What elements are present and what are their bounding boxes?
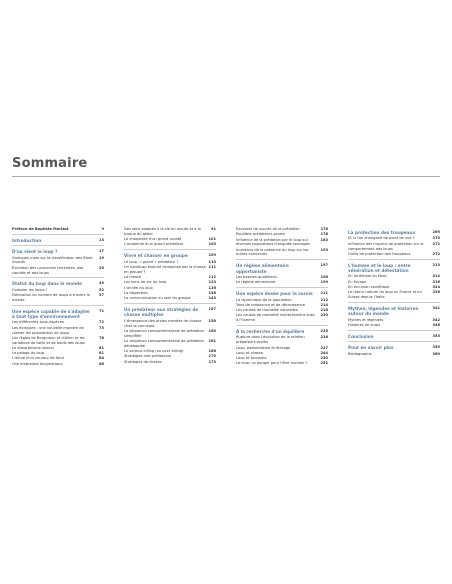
entry-title: La dynamique de la population (236, 297, 292, 302)
page-number: 220 (320, 313, 328, 318)
page-number: 91 (210, 227, 216, 231)
page-number: 314 (432, 274, 440, 279)
page-number: 252 (320, 361, 328, 366)
toc-entry (124, 242, 216, 247)
toc-section-heading (348, 263, 440, 274)
toc-section-heading (12, 309, 104, 320)
page-number: 324 (432, 285, 440, 289)
entry-title: Le régime alimentaire (236, 280, 276, 285)
entry-title: Influence de la prédation par le loup sur diverses populations d'ongulés sauvages (236, 237, 310, 247)
entry-title: L'année du loup (124, 285, 153, 290)
page-number: 81 (98, 351, 104, 356)
page-number: 158 (208, 318, 216, 323)
entry-title: Les causes de mortalité naturelles (236, 308, 298, 313)
toc-entry (124, 237, 216, 242)
entry-title: Stratégies de chasse (124, 359, 162, 364)
toc-entry (12, 227, 104, 232)
page-number: 73 (98, 325, 104, 330)
toc-section-heading (348, 306, 440, 317)
entry-title: Le loup, « grand » prédateur ? (124, 259, 179, 264)
entry-title: Influence des moyens de protection sur le comportement des loups (348, 241, 424, 251)
entry-title: En Amérique du Nord (348, 274, 387, 279)
toc-column-1 (12, 227, 104, 367)
page-number: 160 (208, 328, 216, 333)
entry-title: La dispersion (124, 290, 148, 295)
entry-title: Le retour naturel du loup en France et en Suisse depuis l'Italie (348, 290, 422, 300)
page-number: 197 (320, 263, 328, 268)
page-number: 326 (432, 290, 440, 295)
toc-entry (124, 275, 216, 280)
toc-entry (348, 323, 440, 328)
entry-title: Un handicap évolutif compensé par la chasse en groupe ? (124, 264, 206, 274)
entry-title: Histoires de loups (348, 323, 381, 327)
toc-section-heading (236, 329, 328, 334)
section-title: D'où vient le loup ? (12, 249, 58, 255)
page-number: 342 (432, 317, 440, 322)
toc-entry (348, 252, 440, 257)
page-number: 359 (432, 345, 440, 350)
entry-title: Les causes de mortalité indirectement dues à l'homme (236, 313, 315, 323)
section-divider (348, 259, 440, 260)
section-title: Une espèce dosée pour la survie (236, 291, 313, 297)
page-number: 227 (320, 345, 328, 350)
page-number: 71 (98, 308, 104, 313)
toc-entry (236, 361, 328, 366)
page-number: 199 (320, 280, 328, 285)
entry-title: La séquence comportementale de prédation développée (124, 338, 204, 348)
page-number: 183 (320, 237, 328, 242)
toc-section-heading (124, 253, 216, 258)
section-title: Une espèce capable de s'adapter à tout type d'environnement (12, 308, 91, 319)
entry-title: Une empreinte énigmatique (12, 361, 63, 366)
section-title: À la recherche d'un équilibre (236, 329, 305, 335)
toc-column-2 (124, 227, 216, 367)
toc-entry (348, 318, 440, 323)
toc-entry (124, 227, 216, 237)
toc-entry (124, 329, 216, 339)
page-number: 103 (208, 242, 216, 247)
page-number: 193 (320, 247, 328, 252)
section-title: Vivre et chasser en groupe (124, 253, 188, 259)
entry-title: L'anatomie d'un grand prédateur (124, 242, 184, 247)
page-number: 313 (432, 262, 440, 267)
toc-entry (348, 285, 440, 290)
title-rule (12, 176, 440, 177)
section-divider (12, 305, 104, 306)
section-divider (124, 303, 216, 304)
section-divider (348, 330, 440, 331)
entry-title: La séquence comportementale de prédation simplifiée (124, 328, 204, 338)
toc-columns (12, 227, 440, 367)
page-number: 225 (320, 329, 328, 334)
section-divider (12, 234, 104, 235)
toc-entry (236, 313, 328, 323)
page-number: 126 (208, 285, 216, 290)
title-area (12, 156, 87, 171)
entry-title: Excesses de succès de la prédation (236, 227, 300, 231)
toc-section-heading (12, 238, 104, 243)
toc-entry (348, 236, 440, 241)
toc-entry (124, 339, 216, 349)
entry-title: Équilibre prédateurs-proies (236, 232, 285, 237)
entry-title: Le dimorphisme sexuel (12, 345, 54, 350)
toc-section-heading (12, 249, 104, 254)
section-divider (12, 277, 104, 278)
toc-column-3 (236, 227, 328, 367)
toc-entry (236, 248, 328, 258)
entry-title: Quelques mots sur la classification des êtres vivants (12, 255, 93, 265)
page-title: Sommaire (12, 156, 88, 171)
toc-entry (12, 320, 104, 325)
page-number: 57 (98, 293, 104, 297)
page-number: 341 (432, 305, 440, 310)
entry-title: Préface de Baptiste Morizot (12, 227, 69, 231)
section-title: Pour en savoir plus (348, 345, 394, 351)
toc-section-heading (124, 307, 216, 318)
page-number: 49 (98, 281, 104, 286)
page-number: 272 (432, 241, 440, 246)
entry-title: La communication au sein du groupe (124, 296, 191, 301)
page-number: 78 (98, 335, 104, 340)
page-number: 110 (208, 259, 216, 264)
section-title: Mythes, légendes et histoires autour du monde (348, 305, 419, 317)
page-number: 86 (98, 361, 104, 366)
toc-entry (124, 286, 216, 291)
toc-entry (236, 232, 328, 237)
toc-entry (12, 326, 104, 336)
entry-title: Évolution des carnivores terrestres, des canidés et des loups (12, 265, 84, 275)
entry-title: Des sens adaptés à la vie en meute et à la traque du gibier (124, 227, 201, 236)
entry-title: L'émergence des proies menées de chasse chez le carnivore (124, 318, 202, 328)
page-number: 84 (98, 356, 104, 361)
page-number: 226 (320, 335, 328, 340)
entry-title: Loup et tourisme (236, 356, 267, 361)
page-number: 166 (208, 349, 216, 354)
page-number: 170 (208, 354, 216, 359)
entry-title: Taux de croissance et de décroissance (236, 302, 305, 307)
page-number: 216 (320, 308, 328, 313)
toc-entry (12, 266, 104, 276)
toc-entry (12, 351, 104, 356)
page-number: 109 (208, 253, 216, 258)
page-number: 212 (320, 297, 328, 302)
entry-title: En ex-Union soviétique (348, 285, 390, 289)
toc-section-heading (236, 291, 328, 296)
page-number: 111 (208, 264, 216, 269)
toc-entry (124, 360, 216, 365)
toc-entry (124, 319, 216, 329)
toc-entry (236, 356, 328, 361)
section-title: Un prédateur aux stratégies de chasse multiples (124, 306, 199, 318)
page-number: 13 (98, 237, 104, 242)
page-number: 272 (432, 251, 440, 256)
entry-title: Mythes et légendes (348, 317, 384, 322)
section-divider (236, 259, 328, 260)
section-title: Un régime alimentaire opportuniste (236, 263, 289, 274)
toc-entry (124, 349, 216, 354)
entry-title: Compter les loups ! (12, 287, 48, 292)
entry-title: Les règles de Bergmann et d'Allen et les variations de taille et de poids des loups (12, 335, 85, 345)
toc-column-4 (348, 227, 440, 367)
page-number: 360 (432, 351, 440, 356)
page-number: 250 (320, 356, 328, 361)
entry-title: La charpente d'un grand canidé (124, 237, 182, 242)
page-number: 161 (208, 338, 216, 343)
toc-entry (124, 354, 216, 359)
toc-entry (348, 242, 440, 252)
page-number: 173 (208, 359, 216, 364)
entry-title: Le pelage du loup (12, 351, 45, 356)
entry-title: L'allure d'un coureur de fond (12, 356, 64, 361)
page-number: 178 (320, 232, 328, 237)
toc-entry (124, 265, 216, 275)
section-title: Conclusion (348, 333, 374, 339)
page-number: 214 (320, 302, 328, 307)
toc-entry (12, 256, 104, 266)
page-number: 269 (432, 230, 440, 234)
page-number: 211 (320, 291, 328, 296)
page-number: 123 (208, 280, 216, 285)
section-divider (236, 287, 328, 288)
page-number: 316 (432, 279, 440, 284)
toc-entry (236, 351, 328, 356)
section-title: Statut du loup dans le monde (12, 281, 83, 287)
page-number: 178 (320, 227, 328, 231)
toc-entry (12, 356, 104, 361)
toc-section-heading (348, 230, 440, 235)
entry-title: Les différentes sous-espèces (12, 320, 64, 325)
toc-entry (12, 362, 104, 367)
section-divider (348, 302, 440, 303)
toc-entry (12, 346, 104, 351)
page-number: 72 (98, 320, 104, 325)
toc-section-heading (348, 345, 440, 350)
page-number: 9 (101, 227, 104, 231)
section-title: Introduction (12, 237, 42, 243)
page-number: 112 (208, 274, 216, 279)
toc-entry (124, 291, 216, 296)
page-number: 17 (98, 249, 104, 254)
toc-entry (348, 290, 440, 300)
entry-title: En Europe (348, 279, 367, 284)
toc-entry (124, 260, 216, 265)
page-number: 81 (98, 345, 104, 350)
page-number: 244 (320, 350, 328, 355)
toc-section-heading (348, 334, 440, 339)
entry-title: Les écotypes : une nouvelle manière de classer les populations de loups (12, 325, 84, 335)
entry-title: La meute (124, 274, 141, 279)
page-number: 52 (98, 287, 104, 292)
page-number: 346 (432, 323, 440, 327)
toc-entry (348, 352, 440, 357)
entry-title: Incidence de la présence du loup sur les autres carnivores (236, 247, 309, 257)
section-divider (236, 325, 328, 326)
page-number: 198 (320, 275, 328, 280)
entry-title: Outils de protection des troupeaux (348, 251, 411, 256)
toc-entry (12, 288, 104, 293)
page-number: 355 (432, 333, 440, 338)
page-number: 19 (98, 255, 104, 260)
entry-title: Les besoins quotidiens (236, 275, 277, 280)
toc-entry (348, 280, 440, 285)
entry-title: Estimation du nombre de loups à travers le monde (12, 293, 90, 302)
toc-entry (124, 280, 216, 285)
entry-title: Stratégies anti-prédateurs (124, 354, 172, 359)
page-number: 101 (208, 237, 216, 242)
toc-entry (124, 296, 216, 301)
toc-entry (236, 303, 328, 308)
entry-title: Le loup, un danger pour l'être humain ? (236, 361, 308, 366)
section-divider (124, 249, 216, 250)
entry-title: Les liens de vie du loup (124, 280, 167, 285)
page-number: 157 (208, 306, 216, 311)
toc-entry (348, 274, 440, 279)
page-number: 270 (432, 236, 440, 241)
page-number: 143 (208, 296, 216, 301)
toc-entry (236, 280, 328, 285)
page-number: 136 (208, 290, 216, 295)
section-divider (348, 341, 440, 342)
toc-entry (236, 346, 328, 351)
section-title: La protection des troupeaux (348, 230, 416, 235)
toc-entry (236, 335, 328, 345)
toc-entry (12, 336, 104, 346)
entry-title: Loup et chasse (236, 350, 264, 355)
page-number: 20 (98, 265, 104, 270)
entry-title: Bibliographie (348, 351, 372, 356)
entry-title: Le surplus killing (ou over killing) (124, 349, 184, 354)
toc-entry (236, 238, 328, 248)
toc-entry (236, 298, 328, 303)
section-divider (12, 245, 104, 246)
entry-title: Rupture dans l'évolution de la relation prédateurs-proies (236, 335, 305, 345)
section-title: L'homme et le loup : entre vénération et détestation (348, 262, 411, 273)
entry-title: Loup, pastoralisme et élevage (236, 345, 291, 350)
toc-entry (236, 275, 328, 280)
toc-section-heading (12, 281, 104, 286)
toc-entry (236, 308, 328, 313)
entry-title: Et si l'on changeait de point de vue ? (348, 236, 415, 241)
toc-entry (12, 293, 104, 303)
toc-section-heading (236, 263, 328, 274)
